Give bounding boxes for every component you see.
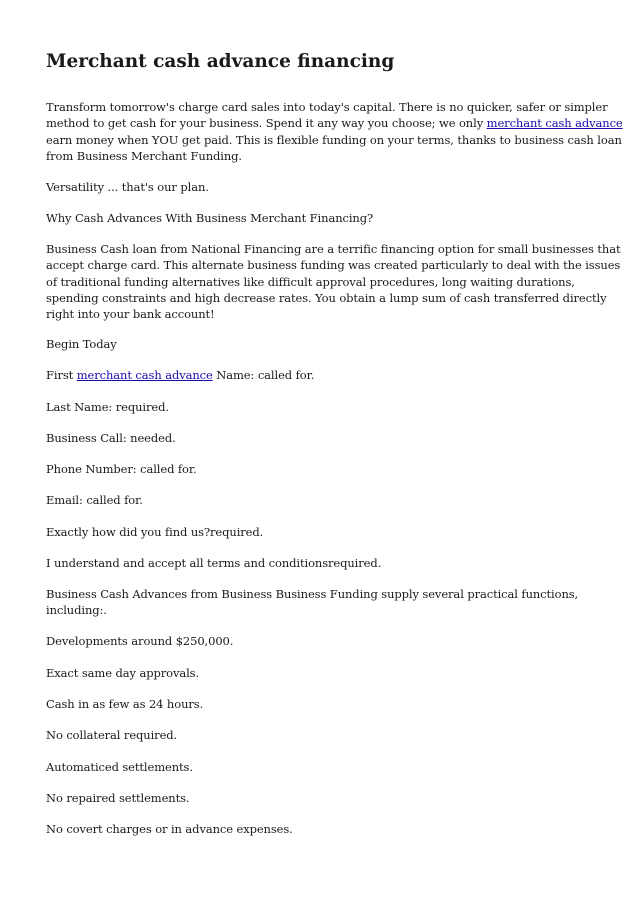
developments-paragraph: Developments around $250,000. bbox=[46, 634, 234, 648]
same-day-paragraph: Exact same day approvals. bbox=[46, 666, 200, 680]
automaticed-paragraph: Automaticed settlements. bbox=[46, 760, 193, 774]
first-suffix: Name: called for. bbox=[212, 368, 315, 382]
repaired-paragraph: No repaired settlements. bbox=[46, 791, 190, 805]
loan-line-5: right into your bank account! bbox=[46, 307, 215, 322]
covert-charges-paragraph: No covert charges or in advance expenses. bbox=[46, 822, 293, 836]
cash-hours-paragraph: Cash in as few as 24 hours. bbox=[46, 697, 204, 711]
intro-line-3: earn money when YOU get paid. This is flexible funding on your terms, thanks to business cash loan bbox=[46, 132, 622, 147]
business-call-paragraph: Business Call: needed. bbox=[46, 431, 176, 445]
first-prefix: First bbox=[46, 368, 77, 382]
loan-line-1: Business Cash loan from National Financing are a terrific financing option for small businesses that bbox=[46, 242, 621, 256]
loan-line-3: of traditional funding alternatives like difficult approval procedures, long waiting durations, bbox=[46, 274, 575, 289]
loan-line-2: accept charge card. This alternate business funding was created particularly to deal with the issues bbox=[46, 258, 621, 273]
loan-paragraph bbox=[46, 241, 621, 322]
intro-line-1: Transform tomorrow's charge card sales into today's capital. There is no quicker, safer or simpler bbox=[46, 100, 608, 114]
phone-number-paragraph: Phone Number: called for. bbox=[46, 462, 197, 476]
first-name-paragraph bbox=[46, 367, 598, 383]
collateral-paragraph: No collateral required. bbox=[46, 728, 178, 742]
merchant-cash-advance-link-1[interactable]: merchant cash advance bbox=[486, 116, 623, 131]
find-us-paragraph: Exactly how did you find us?required. bbox=[46, 525, 264, 539]
begin-paragraph: Begin Today bbox=[46, 337, 117, 351]
versatility-paragraph: Versatility ... that's our plan. bbox=[46, 180, 209, 194]
page-title: Merchant cash advance financing bbox=[46, 51, 395, 72]
email-paragraph: Email: called for. bbox=[46, 493, 143, 507]
functions-line-1: Business Cash Advances from Business Business Funding supply several practical functions, bbox=[46, 587, 579, 601]
why-heading-paragraph: Why Cash Advances With Business Merchant Financing? bbox=[46, 211, 374, 225]
intro-line-2 bbox=[46, 115, 623, 131]
intro-line-4: from Business Merchant Funding. bbox=[46, 148, 242, 163]
merchant-cash-advance-link-2[interactable]: merchant cash advance bbox=[76, 368, 213, 382]
last-name-paragraph: Last Name: required. bbox=[46, 400, 169, 414]
loan-line-4: spending constraints and high decrease rates. You obtain a lump sum of cash transferred directly bbox=[46, 290, 607, 305]
terms-paragraph: I understand and accept all terms and conditionsrequired. bbox=[46, 556, 382, 570]
functions-line-2: including:. bbox=[46, 603, 107, 618]
functions-paragraph bbox=[46, 586, 598, 619]
intro-paragraph bbox=[46, 99, 623, 164]
intro-line-2-text: method to get cash for your business. Spend it any way you choose; we only bbox=[46, 116, 487, 131]
